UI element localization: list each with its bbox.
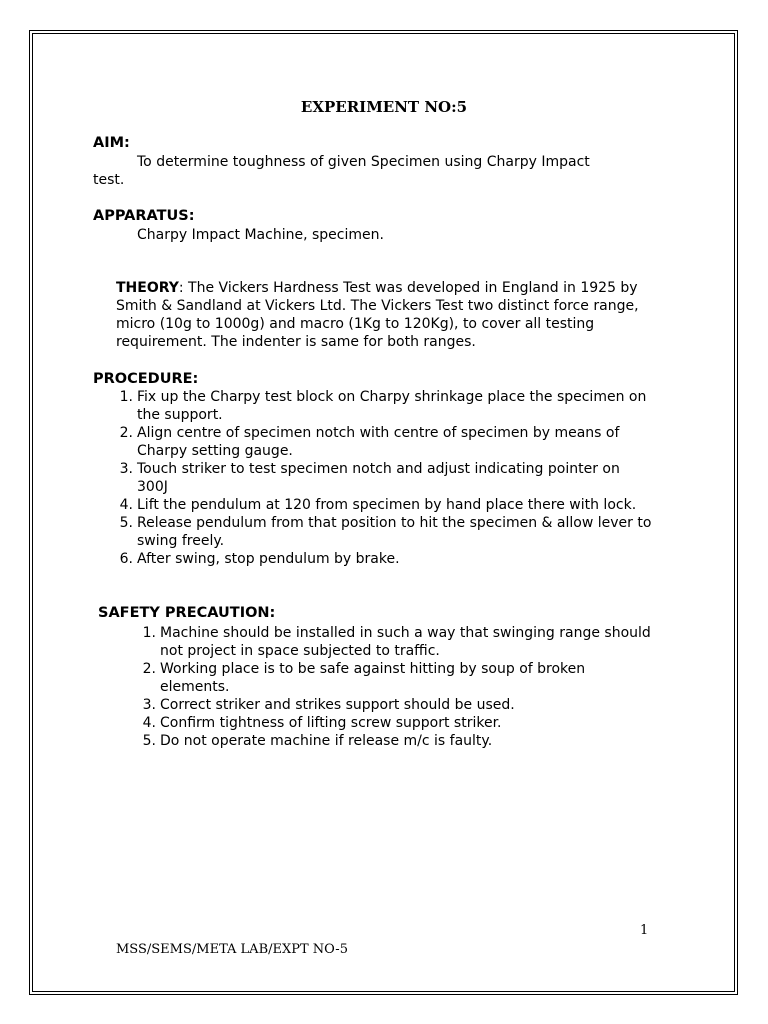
safety-heading: SAFETY PRECAUTION: (98, 605, 276, 621)
procedure-item-text: Lift the pendulum at 120 from specimen by hand place there with lock. (137, 497, 637, 513)
aim-text-line1: To determine toughness of given Specimen using Charpy Impact (137, 154, 590, 170)
procedure-list (113, 388, 653, 568)
list-item: 1. Fix up the Charpy test block on Charpy shrinkage place the specimen on the support. (119, 389, 647, 423)
document-title: EXPERIMENT NO:5 (300, 98, 468, 116)
list-item: 2. Working place is to be safe against hitting by soup of broken elements. (142, 661, 586, 695)
safety-item-text: Do not operate machine if release m/c is faulty. (160, 733, 493, 749)
apparatus-heading: APPARATUS: (93, 208, 195, 224)
list-item: 4. Confirm tightness of lifting screw support striker. (142, 715, 502, 731)
list-item: 1. Machine should be installed in such a way that swinging range should not project in space subjected to traffic. (142, 625, 651, 659)
list-item: 5. Release pendulum from that position to hit the specimen & allow lever to swing freely. (119, 515, 652, 549)
procedure-item-text: Touch striker to test specimen notch and adjust indicating pointer on 300J (137, 461, 620, 495)
aim-text-line2: test. (93, 172, 125, 188)
procedure-heading: PROCEDURE: (93, 371, 199, 387)
list-item: 5. Do not operate machine if release m/c is faulty. (142, 733, 493, 749)
safety-item-text: Working place is to be safe against hitting by soup of broken elements. (160, 661, 586, 695)
list-item: 4. Lift the pendulum at 120 from specimen by hand place there with lock. (119, 497, 637, 513)
list-item: 2. Align centre of specimen notch with centre of specimen by means of Charpy setting gauge. (119, 425, 620, 459)
safety-list (136, 624, 656, 750)
list-item: 3. Touch striker to test specimen notch and adjust indicating pointer on 300J (119, 461, 620, 495)
procedure-item-text: After swing, stop pendulum by brake. (137, 551, 400, 567)
safety-item-text: Correct striker and strikes support should be used. (160, 697, 515, 713)
theory-paragraph (116, 279, 666, 351)
footer-document-code: MSS/SEMS/META LAB/EXPT NO-5 (116, 942, 348, 957)
aim-heading: AIM: (93, 135, 130, 151)
procedure-item-text: Align centre of specimen notch with centre of specimen by means of Charpy setting gauge. (137, 425, 620, 459)
procedure-item-text: Fix up the Charpy test block on Charpy shrinkage place the specimen on the support. (137, 389, 647, 423)
page-number: 1 (640, 923, 649, 938)
apparatus-text: Charpy Impact Machine, specimen. (137, 227, 384, 243)
theory-label: THEORY (116, 280, 179, 296)
safety-item-text: Confirm tightness of lifting screw support striker. (160, 715, 502, 731)
list-item: 6. After swing, stop pendulum by brake. (119, 551, 400, 567)
theory-text: : The Vickers Hardness Test was developed in England in 1925 by Smith & Sandland at Vickers Ltd. The Vickers Test two distinct force range, micro (10g to 1000g) and macro (1Kg to 120Kg), to cover all testing requirement. The indenter is same for both ranges. (116, 280, 639, 350)
list-item: 3. Correct striker and strikes support should be used. (142, 697, 515, 713)
procedure-item-text: Release pendulum from that position to hit the specimen & allow lever to swing freely. (137, 515, 652, 549)
safety-item-text: Machine should be installed in such a way that swinging range should not project in space subjected to traffic. (160, 625, 651, 659)
